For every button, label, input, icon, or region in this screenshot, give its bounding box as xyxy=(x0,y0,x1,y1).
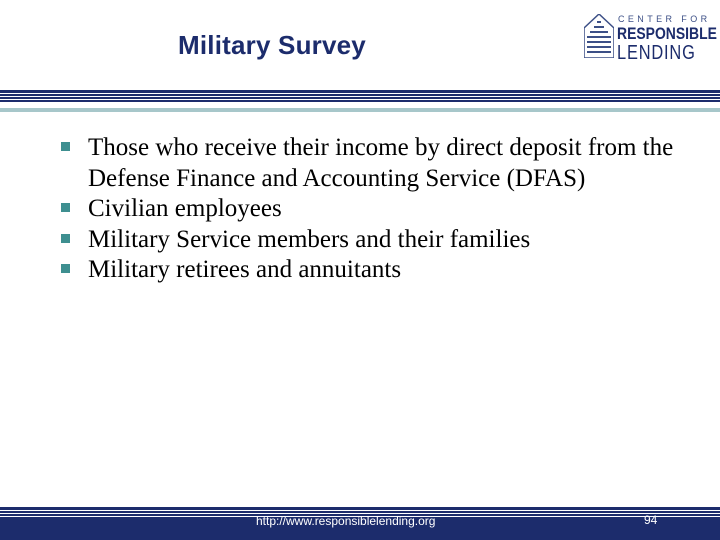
header-divider-accent xyxy=(0,108,720,112)
center-for-responsible-lending-logo xyxy=(584,12,717,64)
page-number: 94 xyxy=(644,513,658,527)
logo-line-responsible: RESPONSIBLE xyxy=(617,24,717,43)
square-bullet-icon xyxy=(61,234,70,243)
header-divider-stripes xyxy=(0,90,720,102)
square-bullet-icon xyxy=(61,264,70,273)
building-stairs-icon xyxy=(584,14,614,58)
bullet-text: Civilian employees xyxy=(88,195,282,222)
logo-line-lending: LENDING xyxy=(617,42,696,64)
bullet-text: Military retirees and annuitants xyxy=(88,256,402,283)
bullet-item-direct-deposit xyxy=(60,133,700,194)
footer-url: http://www.responsiblelending.org xyxy=(256,514,436,528)
bullet-text: Those who receive their income by direct deposit from the Defense Finance and Accounting Service (DFAS) xyxy=(88,134,674,192)
bullet-item-service-members xyxy=(60,225,700,256)
square-bullet-icon xyxy=(61,203,70,212)
bullet-item-civilian xyxy=(60,194,700,225)
bullet-text: Military Service members and their families xyxy=(88,225,531,253)
bullet-list xyxy=(60,133,700,286)
slide-title: Military Survey xyxy=(178,30,366,60)
bullet-item-retirees xyxy=(60,255,700,286)
logo-line-center-for: CENTER FOR xyxy=(618,14,711,24)
square-bullet-icon xyxy=(61,142,70,151)
